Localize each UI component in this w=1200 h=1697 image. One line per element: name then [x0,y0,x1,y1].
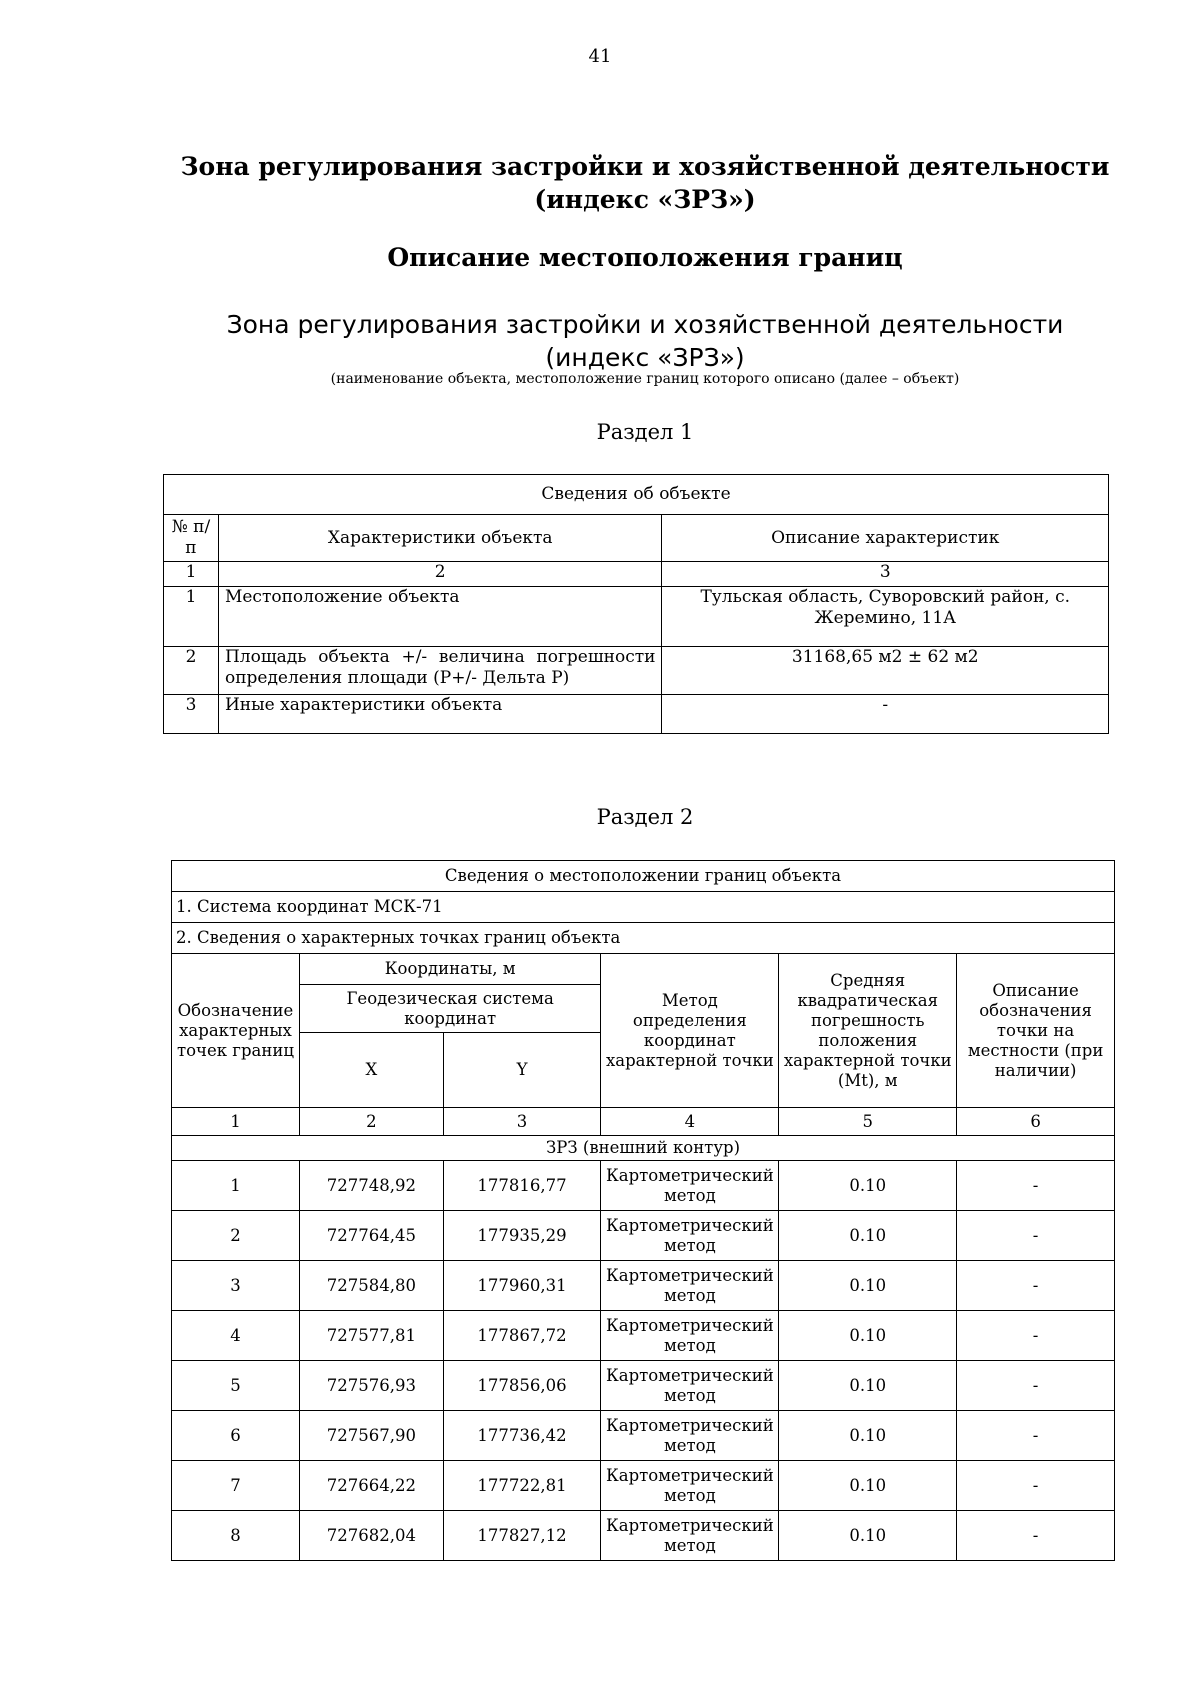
header-characteristic: Характеристики объекта [218,515,662,562]
header-y: Y [443,1033,601,1108]
point-id: 5 [172,1361,300,1411]
document-title-line2: (индекс «ЗРЗ») [534,185,756,214]
column-number: 2 [218,562,662,587]
point-x: 727567,90 [299,1411,443,1461]
point-error: 0.10 [779,1361,957,1411]
table-row [164,695,1109,734]
point-marking: - [957,1361,1115,1411]
header-coordinates: Координаты, м [299,954,600,985]
column-number: 6 [957,1108,1115,1136]
column-number: 1 [164,562,219,587]
point-marking: - [957,1161,1115,1211]
point-error: 0.10 [779,1311,957,1361]
table-row [172,1311,1115,1361]
point-x: 727577,81 [299,1311,443,1361]
point-x: 727682,04 [299,1511,443,1561]
table-row [172,1411,1115,1461]
point-error: 0.10 [779,1211,957,1261]
column-number: 5 [779,1108,957,1136]
point-method: Картометрический метод [601,1411,779,1461]
row-num: 3 [164,695,219,734]
table-row [172,1361,1115,1411]
document-title [0,150,1200,216]
table-row [172,1161,1115,1211]
point-method: Картометрический метод [601,1261,779,1311]
point-error: 0.10 [779,1161,957,1211]
row-description: - [662,695,1109,734]
point-y: 177736,42 [443,1411,601,1461]
header-description: Описание характеристик [662,515,1109,562]
point-error: 0.10 [779,1461,957,1511]
contour-label: ЗРЗ (внешний контур) [172,1136,1115,1161]
point-y: 177856,06 [443,1361,601,1411]
point-y: 177960,31 [443,1261,601,1311]
point-method: Картометрический метод [601,1511,779,1561]
header-x: X [299,1033,443,1108]
header-geodetic: Геодезическая система координат [299,985,600,1033]
point-y: 177867,72 [443,1311,601,1361]
column-number: 1 [172,1108,300,1136]
point-id: 2 [172,1211,300,1261]
object-info-table [163,474,1109,734]
points-body [172,1161,1115,1561]
column-number: 2 [299,1108,443,1136]
point-method: Картометрический метод [601,1311,779,1361]
row-num: 2 [164,647,219,695]
row-description: 31168,65 м2 ± 62 м2 [662,647,1109,695]
row-characteristic: Площадь объекта +/- величина погрешности определения площади (Р+/- Дельта Р) [218,647,662,695]
header-error: Средняя квадратическая погрешность положения характерной точки (Mt), м [779,954,957,1108]
table-row [164,647,1109,695]
point-method: Картометрический метод [601,1161,779,1211]
point-error: 0.10 [779,1511,957,1561]
row-description: Тульская область, Суворовский район, с. Жеремино, 11А [662,587,1109,647]
point-y: 177827,12 [443,1511,601,1561]
point-id: 8 [172,1511,300,1561]
point-error: 0.10 [779,1411,957,1461]
document-title-line1: Зона регулирования застройки и хозяйственной деятельности [180,152,1110,181]
row-characteristic: Иные характеристики объекта [218,695,662,734]
header-designation: Обозначение характерных точек границ [172,954,300,1108]
table-row [172,1211,1115,1261]
table-title: Сведения об объекте [164,475,1109,515]
point-y: 177722,81 [443,1461,601,1511]
point-marking: - [957,1511,1115,1561]
table-row [172,1261,1115,1311]
column-number: 3 [662,562,1109,587]
point-x: 727748,92 [299,1161,443,1211]
header-num: № п/п [164,515,219,562]
point-y: 177935,29 [443,1211,601,1261]
point-method: Картометрический метод [601,1211,779,1261]
object-name-line2: (индекс «ЗРЗ») [545,343,745,372]
page-number: 41 [588,46,612,67]
point-x: 727584,80 [299,1261,443,1311]
point-marking: - [957,1461,1115,1511]
point-id: 4 [172,1311,300,1361]
column-number: 4 [601,1108,779,1136]
object-caption: (наименование объекта, местоположение границ которого описано (далее – объект) [330,371,960,387]
header-method: Метод определения координат характерной точки [601,954,779,1108]
point-marking: - [957,1261,1115,1311]
point-marking: - [957,1211,1115,1261]
point-error: 0.10 [779,1261,957,1311]
point-id: 3 [172,1261,300,1311]
table-row [172,1461,1115,1511]
table-row [164,587,1109,647]
point-method: Картометрический метод [601,1361,779,1411]
point-id: 6 [172,1411,300,1461]
point-id: 7 [172,1461,300,1511]
point-marking: - [957,1311,1115,1361]
point-id: 1 [172,1161,300,1211]
table-title: Сведения о местоположении границ объекта [172,861,1115,892]
points-title: 2. Сведения о характерных точках границ объекта [172,923,1115,954]
object-name [0,308,1200,374]
point-x: 727764,45 [299,1211,443,1261]
section-2-label: Раздел 2 [596,805,694,829]
point-x: 727664,22 [299,1461,443,1511]
object-name-line1: Зона регулирования застройки и хозяйственной деятельности [226,310,1064,339]
coordinate-system: 1. Система координат МСК-71 [172,892,1115,923]
table-row [172,1511,1115,1561]
point-method: Картометрический метод [601,1461,779,1511]
point-x: 727576,93 [299,1361,443,1411]
column-number: 3 [443,1108,601,1136]
header-marking: Описание обозначения точки на местности (при наличии) [957,954,1115,1108]
section-1-label: Раздел 1 [596,420,694,444]
point-y: 177816,77 [443,1161,601,1211]
row-num: 1 [164,587,219,647]
point-marking: - [957,1411,1115,1461]
document-subtitle: Описание местоположения границ [387,243,903,272]
boundary-points-table [171,860,1115,1561]
row-characteristic: Местоположение объекта [218,587,662,647]
